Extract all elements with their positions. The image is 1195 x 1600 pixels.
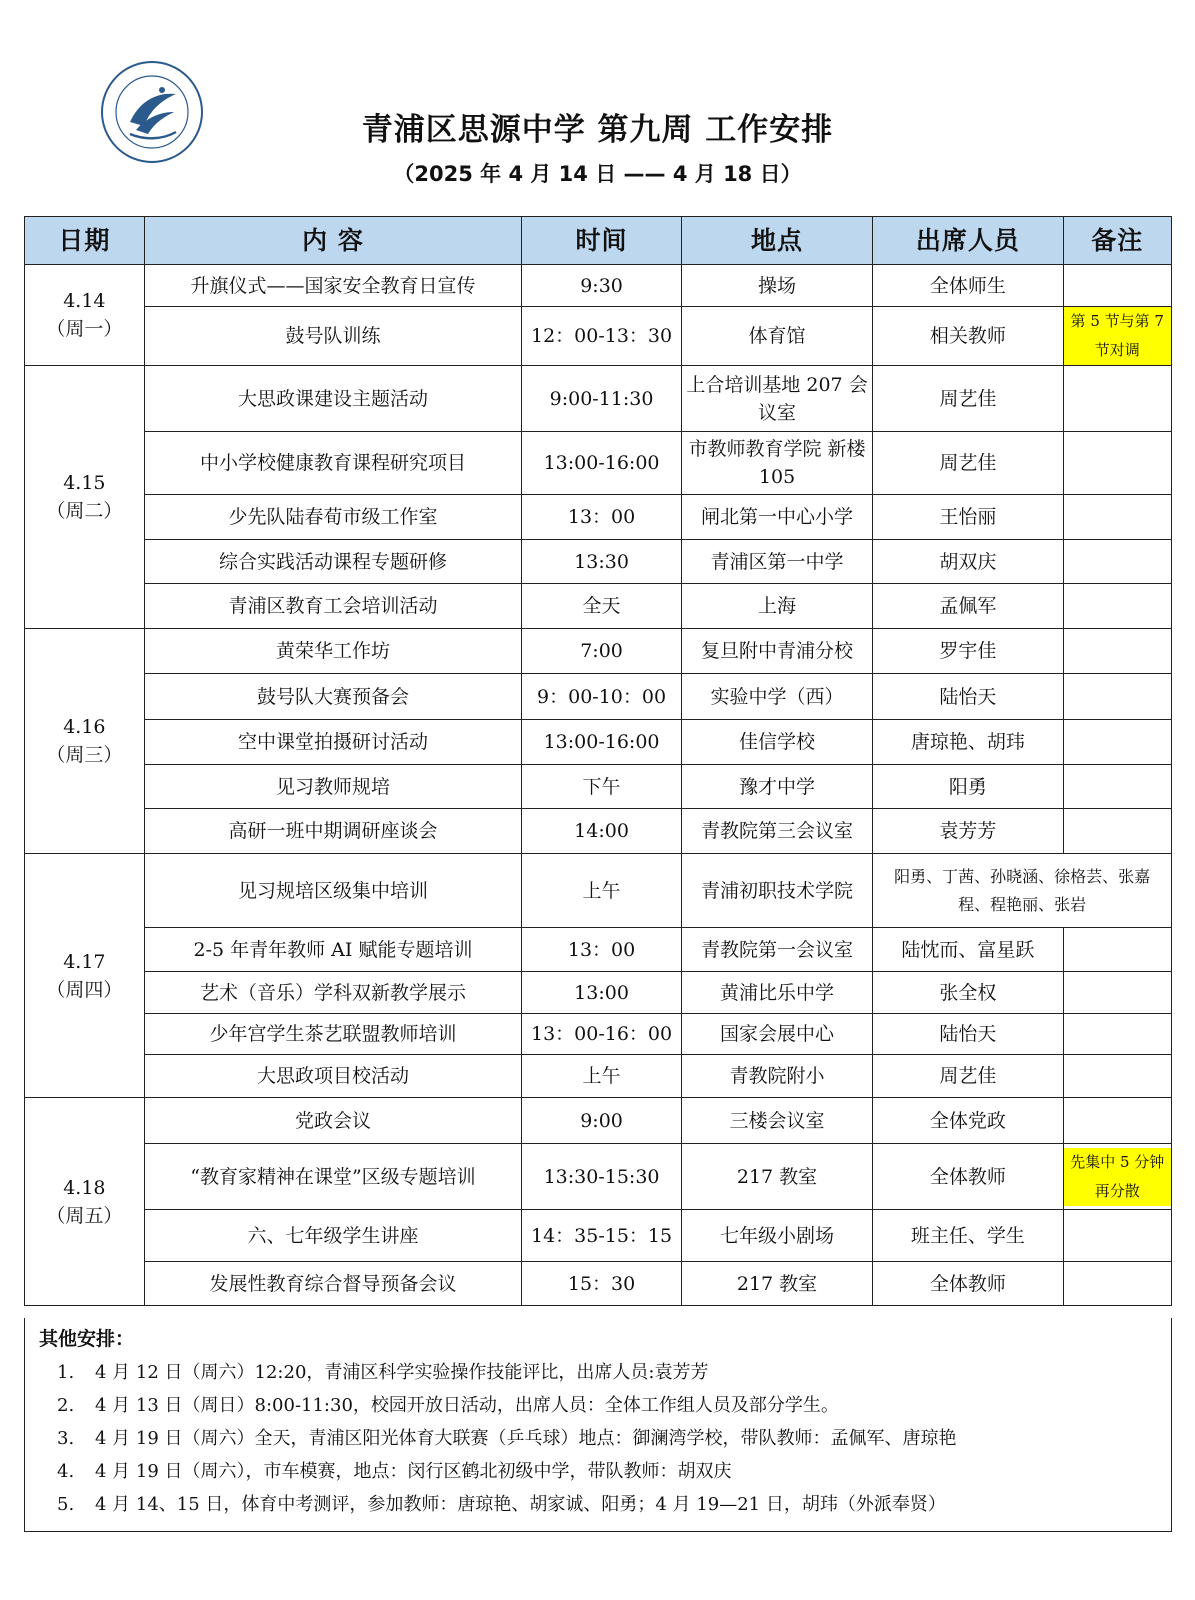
table-row [25, 1098, 1172, 1144]
weekday-label: （周一） [46, 318, 123, 340]
table-row [25, 854, 1172, 928]
time-cell: 15：30 [522, 1262, 682, 1306]
time-cell: 13:30-15:30 [522, 1144, 682, 1210]
note-cell [1063, 674, 1172, 720]
place-cell: 三楼会议室 [681, 1098, 872, 1144]
place-cell: 操场 [681, 265, 872, 307]
note-cell [1063, 495, 1172, 540]
place-cell: 上海 [681, 584, 872, 629]
note-cell [1063, 1055, 1172, 1098]
header-place: 地点 [681, 217, 872, 265]
note-cell [1063, 928, 1172, 972]
date-cell [25, 629, 145, 854]
content-cell: 青浦区教育工会培训活动 [144, 584, 522, 629]
content-cell: “教育家精神在课堂”区级专题培训 [144, 1144, 522, 1210]
time-cell: 7:00 [522, 629, 682, 674]
time-cell: 14:00 [522, 809, 682, 854]
date-cell [25, 366, 145, 629]
place-cell: 217 教室 [681, 1262, 872, 1306]
content-cell: 2-5 年青年教师 AI 赋能专题培训 [144, 928, 522, 972]
content-cell: 六、七年级学生讲座 [144, 1210, 522, 1262]
weekday-label: （周四） [46, 978, 123, 1001]
table-row [25, 1262, 1172, 1306]
note-cell [1063, 540, 1172, 584]
time-cell: 14：35-15：15 [522, 1210, 682, 1262]
date-label: 4.18 [63, 1176, 106, 1199]
attendees-cell: 陆怡天 [873, 674, 1063, 720]
date-cell [25, 265, 145, 366]
attendees-cell: 全体师生 [873, 265, 1063, 307]
place-cell: 国家会展中心 [681, 1014, 872, 1055]
list-item [57, 1455, 957, 1488]
list-item-text: 4 月 13 日（周日）8:00-11:30，校园开放日活动，出席人员：全体工作组人员及部分学生。 [95, 1395, 839, 1416]
date-cell [25, 854, 145, 1098]
time-cell: 9：00-10：00 [522, 674, 682, 720]
time-cell: 上午 [522, 854, 682, 928]
content-cell: 发展性教育综合督导预备会议 [144, 1262, 522, 1306]
table-row [25, 1055, 1172, 1098]
list-item-text: 4 月 19 日（周六）全天，青浦区阳光体育大联赛（乒乓球）地点：御澜湾学校，带队教师：孟佩军、唐琼艳 [95, 1428, 957, 1449]
header-content: 内 容 [144, 217, 522, 265]
list-item [57, 1488, 957, 1521]
place-cell: 青浦初职技术学院 [681, 854, 872, 928]
table-row [25, 720, 1172, 765]
header-note: 备注 [1063, 217, 1172, 265]
date-label: 4.17 [63, 950, 106, 973]
other-arrangements-title: 其他安排： [39, 1328, 135, 1350]
page-title: 青浦区思源中学 第九周 工作安排 [361, 112, 834, 148]
time-cell: 上午 [522, 1055, 682, 1098]
place-cell: 青教院第一会议室 [681, 928, 872, 972]
content-cell: 鼓号队训练 [144, 307, 522, 366]
content-cell: 空中课堂拍摄研讨活动 [144, 720, 522, 765]
note-cell [1063, 1144, 1172, 1210]
note-cell [1063, 1014, 1172, 1055]
note-cell [1063, 1262, 1172, 1306]
attendees-cell: 袁芳芳 [873, 809, 1063, 854]
content-cell: 党政会议 [144, 1098, 522, 1144]
highlighted-note: 先集中 5 分钟再分散 [1064, 1148, 1172, 1206]
attendees-cell: 唐琼艳、胡玮 [873, 720, 1063, 765]
content-cell: 中小学校健康教育课程研究项目 [144, 432, 522, 495]
list-item-text: 4 月 12 日（周六）12:20，青浦区科学实验操作技能评比，出席人员:袁芳芳 [95, 1362, 709, 1383]
place-cell: 七年级小剧场 [681, 1210, 872, 1262]
note-cell [1063, 265, 1172, 307]
table-header-row [25, 217, 1172, 265]
table-row [25, 1144, 1172, 1210]
table-row [25, 366, 1172, 432]
content-cell: 高研一班中期调研座谈会 [144, 809, 522, 854]
note-cell [1063, 307, 1172, 366]
attendees-cell: 陆怡天 [873, 1014, 1063, 1055]
content-cell: 大思政课建设主题活动 [144, 366, 522, 432]
table-row [25, 1210, 1172, 1262]
place-cell: 复旦附中青浦分校 [681, 629, 872, 674]
date-cell [25, 1098, 145, 1306]
attendees-cell: 相关教师 [873, 307, 1063, 366]
time-cell: 13:00 [522, 972, 682, 1014]
table-row [25, 495, 1172, 540]
attendees-cell: 孟佩军 [873, 584, 1063, 629]
note-cell [1063, 432, 1172, 495]
list-item-text: 4 月 14、15 日，体育中考测评，参加教师：唐琼艳、胡家诚、阳勇；4 月 19—21 日，胡玮（外派奉贤） [95, 1494, 946, 1515]
time-cell: 9:00-11:30 [522, 366, 682, 432]
attendees-cell: 陆忱而、富星跃 [873, 928, 1063, 972]
time-cell: 13：00-16：00 [522, 1014, 682, 1055]
weekday-label: （周五） [46, 1204, 123, 1227]
page-subtitle: （2025 年 4 月 14 日 —— 4 月 18 日） [393, 162, 802, 186]
place-cell: 青浦区第一中学 [681, 540, 872, 584]
content-cell: 黄荣华工作坊 [144, 629, 522, 674]
date-label: 4.15 [63, 472, 106, 494]
content-cell: 见习教师规培 [144, 765, 522, 809]
time-cell: 13:00-16:00 [522, 720, 682, 765]
attendees-cell: 罗宇佳 [873, 629, 1063, 674]
place-cell: 黄浦比乐中学 [681, 972, 872, 1014]
attendees-cell: 班主任、学生 [873, 1210, 1063, 1262]
note-cell [1063, 765, 1172, 809]
highlighted-note: 第 5 节与第 7 节对调 [1064, 307, 1172, 365]
place-cell: 市教师教育学院 新楼 105 [681, 432, 872, 495]
attendees-cell: 全体教师 [873, 1262, 1063, 1306]
list-item-number: 1. [57, 1362, 75, 1383]
note-cell [1063, 1098, 1172, 1144]
date-label: 4.16 [63, 716, 106, 738]
list-item [57, 1389, 957, 1422]
table-row [25, 765, 1172, 809]
attendees-cell: 全体教师 [873, 1144, 1063, 1210]
content-cell: 升旗仪式——国家安全教育日宣传 [144, 265, 522, 307]
table-row [25, 432, 1172, 495]
table-row [25, 629, 1172, 674]
note-cell [1063, 720, 1172, 765]
content-cell: 综合实践活动课程专题研修 [144, 540, 522, 584]
list-item-text: 4 月 19 日（周六），市车模赛，地点：闵行区鹤北初级中学，带队教师：胡双庆 [95, 1461, 732, 1482]
note-cell [1063, 584, 1172, 629]
attendees-cell: 张全权 [873, 972, 1063, 1014]
content-cell: 见习规培区级集中培训 [144, 854, 522, 928]
note-cell [1063, 366, 1172, 432]
time-cell: 下午 [522, 765, 682, 809]
place-cell: 闸北第一中心小学 [681, 495, 872, 540]
place-cell: 青教院第三会议室 [681, 809, 872, 854]
content-cell: 少先队陆春荀市级工作室 [144, 495, 522, 540]
time-cell: 9:30 [522, 265, 682, 307]
list-item [57, 1356, 957, 1389]
time-cell: 全天 [522, 584, 682, 629]
place-cell: 豫才中学 [681, 765, 872, 809]
table-row [25, 928, 1172, 972]
schedule-table [24, 216, 1172, 1306]
list-item-number: 5. [57, 1494, 75, 1515]
note-cell [1063, 1210, 1172, 1262]
table-row [25, 1014, 1172, 1055]
note-cell [1063, 972, 1172, 1014]
place-cell: 217 教室 [681, 1144, 872, 1210]
content-cell: 艺术（音乐）学科双新教学展示 [144, 972, 522, 1014]
note-cell [1063, 809, 1172, 854]
content-cell: 少年宫学生茶艺联盟教师培训 [144, 1014, 522, 1055]
weekday-label: （周二） [46, 500, 123, 522]
time-cell: 12：00-13：30 [522, 307, 682, 366]
attendees-cell: 全体党政 [873, 1098, 1063, 1144]
attendees-cell: 王怡丽 [873, 495, 1063, 540]
attendees-cell: 周艺佳 [873, 432, 1063, 495]
place-cell: 体育馆 [681, 307, 872, 366]
attendees-cell: 阳勇、丁茜、孙晓涵、徐格芸、张嘉程、程艳丽、张岩 [873, 854, 1172, 928]
header-attendees: 出席人员 [873, 217, 1063, 265]
table-row [25, 972, 1172, 1014]
attendees-cell: 周艺佳 [873, 366, 1063, 432]
list-item-number: 3. [57, 1428, 75, 1449]
attendees-cell: 周艺佳 [873, 1055, 1063, 1098]
table-row [25, 674, 1172, 720]
date-label: 4.14 [63, 290, 106, 312]
place-cell: 佳信学校 [681, 720, 872, 765]
header-date: 日期 [25, 217, 145, 265]
table-row [25, 307, 1172, 366]
table-row [25, 584, 1172, 629]
time-cell: 13:30 [522, 540, 682, 584]
place-cell: 实验中学（西） [681, 674, 872, 720]
attendees-cell: 胡双庆 [873, 540, 1063, 584]
table-row [25, 809, 1172, 854]
time-cell: 9:00 [522, 1098, 682, 1144]
time-cell: 13：00 [522, 928, 682, 972]
header-time: 时间 [522, 217, 682, 265]
note-cell [1063, 629, 1172, 674]
time-cell: 13：00 [522, 495, 682, 540]
place-cell: 青教院附小 [681, 1055, 872, 1098]
table-row [25, 265, 1172, 307]
content-cell: 大思政项目校活动 [144, 1055, 522, 1098]
weekday-label: （周三） [46, 744, 123, 766]
list-item [57, 1422, 957, 1455]
attendees-cell: 阳勇 [873, 765, 1063, 809]
content-cell: 鼓号队大赛预备会 [144, 674, 522, 720]
table-row [25, 540, 1172, 584]
other-arrangements [24, 1318, 1172, 1532]
list-item-number: 4. [57, 1461, 75, 1482]
time-cell: 13:00-16:00 [522, 432, 682, 495]
other-arrangements-list [25, 1356, 957, 1521]
place-cell: 上合培训基地 207 会议室 [681, 366, 872, 432]
list-item-number: 2. [57, 1395, 75, 1416]
